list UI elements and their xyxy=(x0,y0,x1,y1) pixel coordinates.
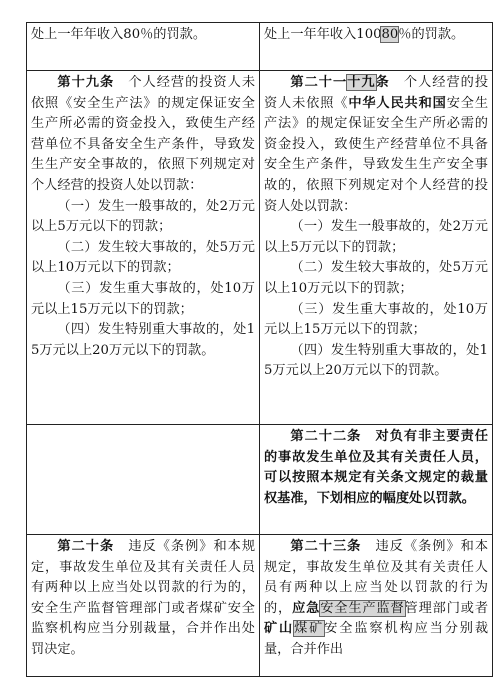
article-body: 违反《条例》和本规定，事故发生单位及其有关责任人员有两种以上应当处以罚款的行为的，安全生产监督管理部门或者煤矿安全监察机构应当分别裁量，合并作出处罚决定。 xyxy=(31,539,256,657)
new-text-cell xyxy=(260,425,493,535)
article-number: 第十九条 xyxy=(57,75,115,90)
deleted-text-highlight: 安全生产监督 xyxy=(320,600,405,616)
list-item: （三）发生重大事故的，处10万元以上15万元以下的罚款； xyxy=(31,280,255,317)
inserted-text: 应急 xyxy=(292,600,321,616)
article-number: 第二十一 xyxy=(290,75,348,90)
table-row xyxy=(27,23,493,71)
new-text-cell xyxy=(260,23,493,71)
new-text-cell xyxy=(260,535,493,677)
new-text-cell xyxy=(260,71,493,425)
old-text-cell xyxy=(27,23,260,71)
article-body: 个人经营的投资人未依照《安全生产法》的规定保证安全生产所必需的资金投入，致使生产经营单位不具备安全生产条件，导致发生生产安全事故的，依照下列规定对个人经营的投资人处以罚款： xyxy=(31,75,256,193)
list-item: （四）发生特别重大事故的，处15万元以上20万元以下的罚款。 xyxy=(264,342,488,379)
article-paragraph xyxy=(31,73,255,197)
table-row xyxy=(27,71,493,425)
old-text-cell-empty xyxy=(27,425,260,535)
article-number: 第二十三条 xyxy=(290,539,362,554)
list-item: （二）发生较大事故的，处5万元以上10万元以下的罚款； xyxy=(31,239,255,276)
table-row xyxy=(27,535,493,677)
deleted-text-highlight: 80 xyxy=(381,27,399,42)
list-item: （二）发生较大事故的，处5万元以上10万元以下的罚款； xyxy=(264,260,488,296)
article-body: 违反《条例》和本规定，事故发生单位及其有关责任人员有两种以上应当处以罚款的行为的， xyxy=(264,539,489,616)
article-body: 个人经营的投资人未依照《 xyxy=(264,75,489,111)
list-item: （四）发生特别重大事故的，处15万元以上20万元以下的罚款。 xyxy=(31,322,255,358)
list-item: （三）发生重大事故的，处10万元以上15万元以下的罚款； xyxy=(264,301,488,338)
paragraph: 处上一年年收入80％的罚款。 xyxy=(31,27,207,42)
comparison-table xyxy=(26,22,493,677)
paragraph xyxy=(264,25,488,46)
article-paragraph xyxy=(264,73,488,217)
article-paragraph xyxy=(264,537,488,661)
article-paragraph xyxy=(31,537,255,661)
text-span: 处上一年年收入100 xyxy=(264,27,382,42)
article-body: 管理部门或者 xyxy=(404,600,489,616)
article-number-suffix: 条 xyxy=(375,75,390,90)
text-span: ％的罚款。 xyxy=(398,27,465,42)
list-item: （一）发生一般事故的，处2万元以上5万元以下的罚款； xyxy=(264,219,488,255)
article-body: 安全监察机构应当分别裁量，合并作出 xyxy=(264,621,489,657)
article-body: 安全生产法》的规定保证安全生产所必需的资金投入，致使生产经营单位不具备安全生产条件，导致发生生产安全事故的，依照下列规定对个人经营的投资人处以罚款： xyxy=(264,95,489,214)
old-text-cell xyxy=(27,71,260,425)
deleted-text-highlight: 煤矿 xyxy=(294,621,325,637)
list-item: （一）发生一般事故的，处2万元以上5万元以下的罚款； xyxy=(31,198,255,235)
inserted-text: 中华人民共和国 xyxy=(348,95,447,111)
inserted-article: 第二十二条 对负有非主要责任的事故发生单位及其有关责任人员，可以按照本规定有关条文规定的裁量权基准，下划相应的幅度处以罚款。 xyxy=(264,429,488,506)
table-row xyxy=(27,425,493,535)
deleted-text-highlight: 十九 xyxy=(347,75,376,90)
article-number: 第二十条 xyxy=(57,539,115,554)
inserted-text: 矿山 xyxy=(264,621,295,637)
old-text-cell xyxy=(27,535,260,677)
